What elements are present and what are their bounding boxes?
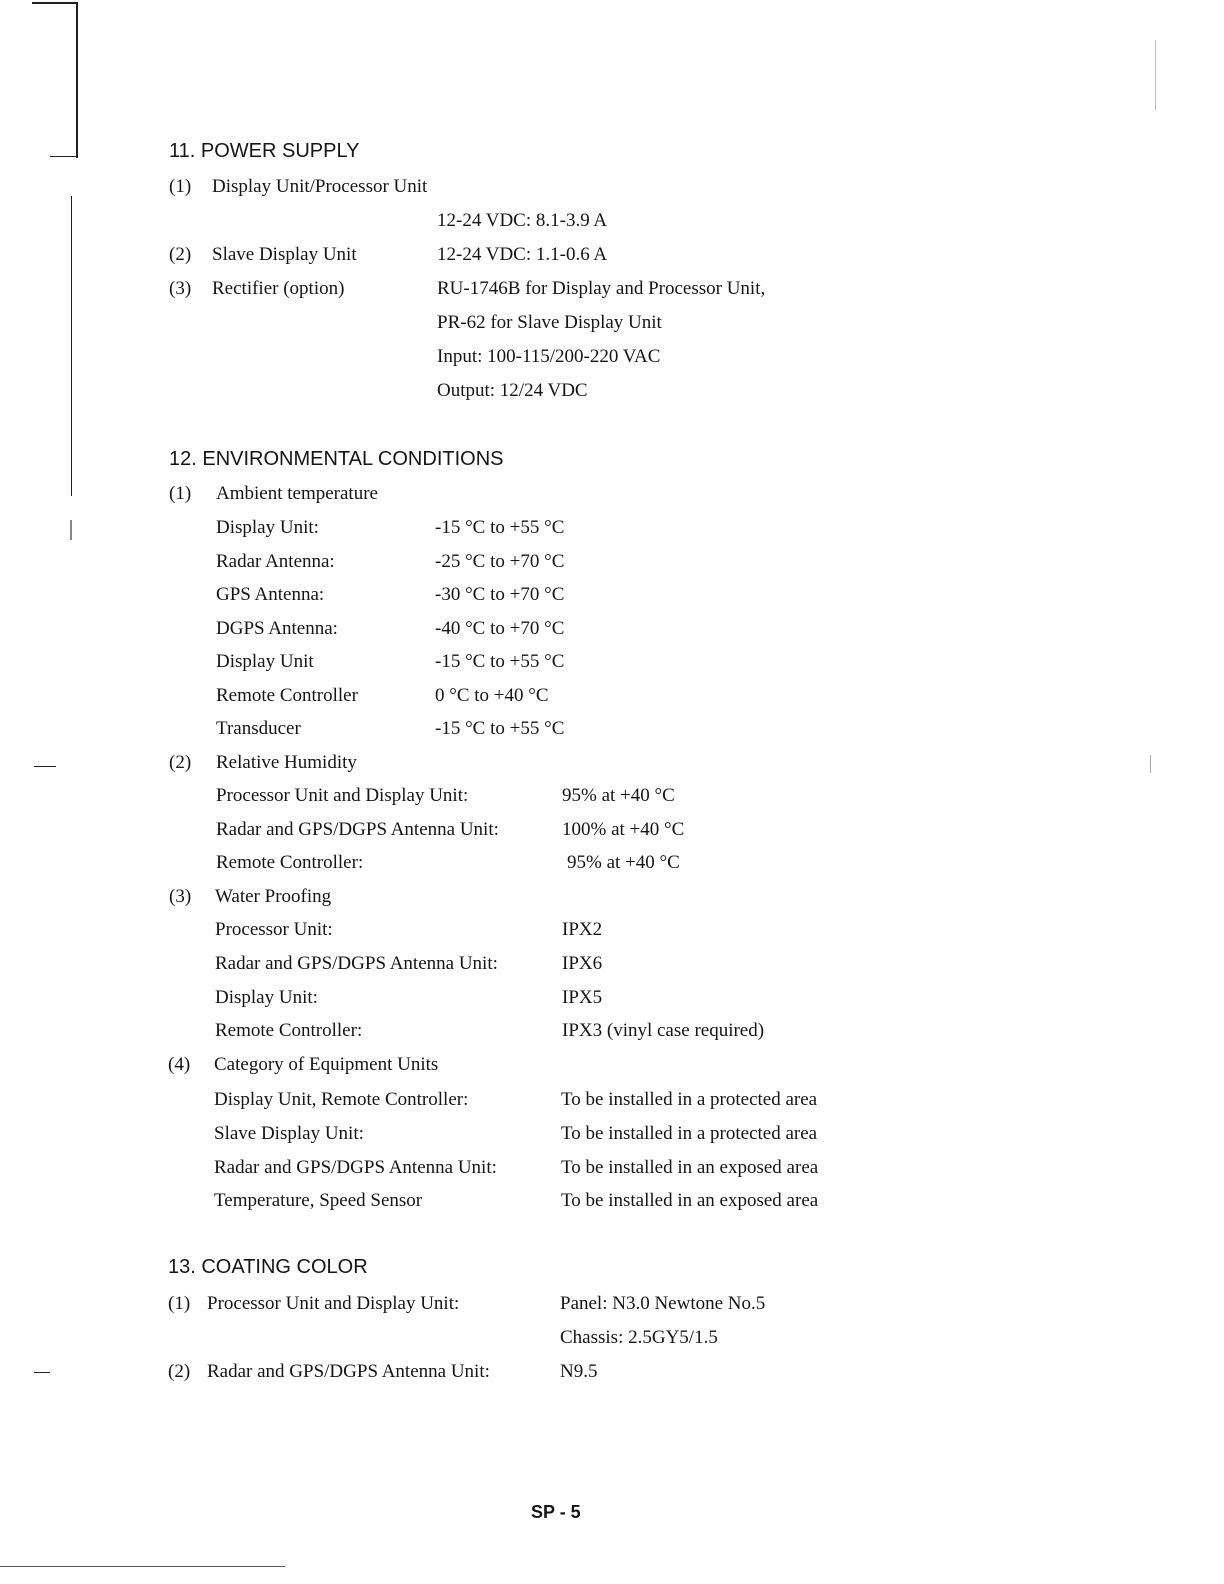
- waterproof-row-key: Processor Unit:: [215, 919, 333, 940]
- temp-row-key: Display Unit:: [216, 517, 319, 538]
- binding-line: [71, 196, 72, 496]
- s12-item2-num: (2): [169, 752, 192, 773]
- s11-item3-line: RU-1746B for Display and Processor Unit,: [437, 278, 766, 299]
- temp-row-value: -15 °C to +55 °C: [435, 517, 565, 538]
- category-row-value: To be installed in a protected area: [561, 1089, 818, 1110]
- temp-row-key: Remote Controller: [216, 685, 358, 706]
- margin-mark: [34, 766, 56, 767]
- section-11-title: 11. POWER SUPPLY: [169, 140, 360, 162]
- humidity-row-value: 100% at +40 °C: [562, 819, 685, 840]
- right-edge-speck: [1155, 40, 1156, 110]
- waterproof-row-key: Remote Controller:: [215, 1020, 363, 1041]
- coating-panel-value: Panel: N3.0 Newtone No.5: [560, 1293, 766, 1314]
- binding-bracket-foot: [50, 156, 78, 157]
- s13-item1-label: Processor Unit and Display Unit:: [207, 1293, 460, 1314]
- temp-row-value: -40 °C to +70 °C: [435, 618, 565, 639]
- category-row-value: To be installed in an exposed area: [561, 1190, 819, 1211]
- waterproof-row-value: IPX6: [562, 953, 603, 974]
- temp-row-key: Display Unit: [216, 651, 314, 672]
- waterproof-row-value: IPX3 (vinyl case required): [562, 1020, 765, 1041]
- bottom-edge-line: [0, 1566, 285, 1567]
- s12-item3-label: Water Proofing: [215, 886, 332, 907]
- temp-row-key: Radar Antenna:: [216, 551, 335, 572]
- temp-row-key: DGPS Antenna:: [216, 618, 338, 639]
- s13-item1-num: (1): [168, 1293, 191, 1314]
- temp-row-key: Transducer: [216, 718, 301, 739]
- binding-bracket-top: [76, 4, 78, 158]
- humidity-row-value: 95% at +40 °C: [562, 785, 675, 806]
- section-12-title: 12. ENVIRONMENTAL CONDITIONS: [169, 448, 504, 470]
- s11-item3-line: Input: 100-115/200-220 VAC: [437, 346, 661, 367]
- s12-item4-num: (4): [168, 1054, 191, 1075]
- s12-item3-num: (3): [169, 886, 192, 907]
- s12-item2-label: Relative Humidity: [216, 752, 357, 773]
- s11-item1-value: 12-24 VDC: 8.1-3.9 A: [437, 210, 608, 231]
- category-row-key: Slave Display Unit:: [214, 1123, 364, 1144]
- s11-item1-num: (1): [169, 176, 192, 197]
- page-number: SP - 5: [531, 1502, 581, 1522]
- temp-row-value: -15 °C to +55 °C: [435, 651, 565, 672]
- waterproof-row-key: Radar and GPS/DGPS Antenna Unit:: [215, 953, 498, 974]
- coating-antenna-value: N9.5: [560, 1361, 598, 1382]
- s12-item1-num: (1): [169, 483, 192, 504]
- coating-chassis-value: Chassis: 2.5GY5/1.5: [560, 1327, 718, 1348]
- s11-item3-line: Output: 12/24 VDC: [437, 380, 588, 401]
- s12-item4-label: Category of Equipment Units: [214, 1054, 439, 1075]
- s13-item2-label: Radar and GPS/DGPS Antenna Unit:: [207, 1361, 490, 1382]
- right-edge-speck: [1150, 755, 1151, 773]
- humidity-row-value: 95% at +40 °C: [567, 852, 680, 873]
- binding-bracket-top-cap: [32, 2, 78, 4]
- s11-item2-value: 12-24 VDC: 1.1-0.6 A: [437, 244, 608, 265]
- section-13-title: 13. COATING COLOR: [168, 1256, 368, 1278]
- binding-tick: [70, 520, 72, 540]
- temp-row-value: -25 °C to +70 °C: [435, 551, 565, 572]
- waterproof-row-value: IPX2: [562, 919, 603, 940]
- waterproof-row-value: IPX5: [562, 987, 603, 1008]
- temp-row-value: 0 °C to +40 °C: [435, 685, 549, 706]
- humidity-row-key: Processor Unit and Display Unit:: [216, 785, 469, 806]
- temp-row-key: GPS Antenna:: [216, 584, 325, 605]
- margin-mark: [34, 1372, 50, 1373]
- temp-row-value: -15 °C to +55 °C: [435, 718, 565, 739]
- s11-item3-num: (3): [169, 278, 192, 299]
- s12-item1-label: Ambient temperature: [216, 483, 378, 504]
- category-row-key: Temperature, Speed Sensor: [214, 1190, 423, 1211]
- s11-item3-line: PR-62 for Slave Display Unit: [437, 312, 662, 333]
- humidity-row-key: Remote Controller:: [216, 852, 364, 873]
- waterproof-row-key: Display Unit:: [215, 987, 318, 1008]
- category-row-value: To be installed in a protected area: [561, 1123, 818, 1144]
- s11-item2-num: (2): [169, 244, 192, 265]
- s13-item2-num: (2): [168, 1361, 191, 1382]
- category-row-key: Display Unit, Remote Controller:: [214, 1089, 469, 1110]
- temp-row-value: -30 °C to +70 °C: [435, 584, 565, 605]
- s11-item2-label: Slave Display Unit: [212, 244, 357, 265]
- category-row-value: To be installed in an exposed area: [561, 1157, 819, 1178]
- s11-item3-label: Rectifier (option): [212, 278, 345, 299]
- s11-item1-label: Display Unit/Processor Unit: [212, 176, 428, 197]
- humidity-row-key: Radar and GPS/DGPS Antenna Unit:: [216, 819, 499, 840]
- category-row-key: Radar and GPS/DGPS Antenna Unit:: [214, 1157, 497, 1178]
